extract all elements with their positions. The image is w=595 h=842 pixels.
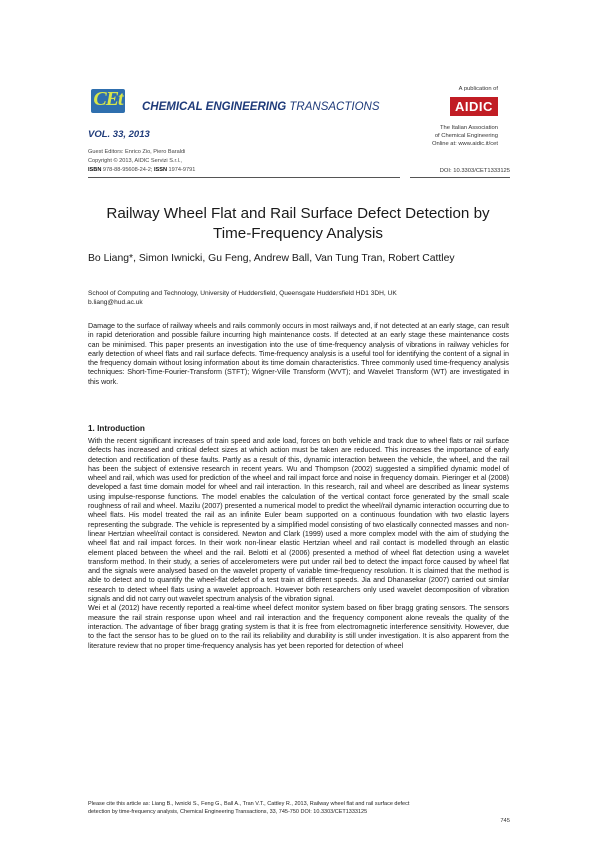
publication-of-label: A publication of	[458, 86, 498, 92]
abstract: Damage to the surface of railway wheels and rails commonly occurs in most railways and, if not detected at an early stage, can result in rapid deterioration and possible failure incurring high maintenance costs. If detected at an early stage these maintenance costs can be minimised. This paper presents an investigation into the use of time-frequency analysis of vibrations in railway vehicles for early detection of wheel flats and rail surface defects. Time-frequency analysis is a useful tool for identifying the content of a signal in the frequency domain without losing information about its time domain characteristics. Three commonly used time-frequency analysis techniques: Short-Time-Fourier-Transform (STFT); Wigner-Ville Transform (WVT); and Wavelet Transform (WT) are investigated in this work.	[88, 322, 509, 386]
isbn-issn	[88, 166, 195, 175]
section-heading: 1. Introduction	[88, 424, 145, 433]
journal-name-bold: CHEMICAL ENGINEERING	[142, 101, 287, 113]
doi-label: DOI: 10.3303/CET1333125	[439, 168, 510, 174]
publisher-info	[406, 124, 498, 148]
issn-value: 1974-9791	[167, 167, 196, 173]
journal-name	[142, 101, 380, 113]
copyright: Copyright © 2013, AIDIC Servizi S.r.l.,	[88, 158, 182, 164]
paper-title: Railway Wheel Flat and Rail Surface Defect Detection by Time-Frequency Analysis	[106, 205, 490, 242]
isbn-label: ISBN	[88, 167, 102, 173]
corresponding-email: b.liang@hud.ac.uk	[88, 299, 143, 306]
citation-footer	[88, 800, 509, 816]
issn-label: ISSN	[153, 167, 167, 173]
isbn-value: 978-88-95608-24-2;	[101, 167, 154, 173]
affiliation	[88, 289, 508, 307]
publisher-line-3: Online at: www.aidic.it/cet	[431, 141, 498, 147]
page-number: 745	[500, 818, 510, 824]
paragraph: With the recent significant increases of train speed and axle load, forces on both vehicle and track due to wheel flats or rail surface defects has increased and critical defect sizes at which action must be taken are reduced. This increases the importance of early detection and rectification of these faults. Partly as a result of this, dynamic interaction between the vehicle, the wheel, and the rail has been the subject of extensive research in recent years. Wu and Thompson (2002) suggested a simplified dynamic model of wheel and rail, which was used for prediction of the wheel and rail impact force and noise in frequency domain. Pieringer et al (2008) developed a fast time domain model for wheel and rail interaction. In this research, rail and wheel are described as linear systems using impulse-response functions. The model enables the calculation of the vertical contact force generated by the small scale roughness of rail and wheel. Mazilu (2007) presented a numerical model to predict the wheel/rail dynamic interaction occurring due to wheel flats. His model treated the rail as an infinite Euler beam supported on a continuous foundation with two elastic layers representing the subgrade. The vehicle is represented by a simplified model consisting of two elastically connected masses and non-linear Hertzian wheel/rail contact is considered. Newton and Clark (1999) used a more complex model with the aim of studying the wheel flat and rail impact forces. In their work non-linear elastic Hertzian wheel and rail contact is modelled through an elastic element placed between the wheel and the rail. Belotti et al (2006) presented a method of wheel flat detection using a wavelet transform method. In their study, a series of accelerometers were put under rail bed to detect the impact force caused by wheel flat and the signals were analysed based on the wavelet property of variable time-frequency resolution. It is claimed that the method is able to detect and to quantify the wheel-flat defect of a test train at different speeds. Jia and Dhanasekar (2007) carried out similar research to detect wheel flats using a wavelet approach. However both researchers only used wavelet decomposition of vibration signals and did not carry out wavelet spectrum analysis of the vibration signal.	[88, 437, 509, 604]
publisher-line-1: The Italian Association	[439, 125, 498, 131]
guest-editors: Guest Editors: Enrico Zio, Piero Baraldi	[88, 149, 186, 155]
affiliation-address: School of Computing and Technology, University of Huddersfield, Queensgate Huddersfield HD1 3DH, UK	[88, 290, 397, 297]
citation-line-1: Please cite this article as: Liang B., Iwnicki S., Feng G., Ball A., Tran V.T., Cattley R., 2013, Railway wheel flat and rail surface defect	[88, 801, 410, 807]
paragraph: Wei et al (2012) have recently reported a real-time wheel defect monitor system based on fiber bragg grating sensors. The sensors measure the rail strain response upon wheel and rail interaction and the frequency component alone reveals the quality of the interaction. The advantage of fiber bragg grating system is that it is free from electromagnetic interference sensitivity. However, due to the fact the sensor has to be glued on to the rail its reliability and durability is still under investigation. It is also apparent from the literature review that no proper time-frequency analysis has yet been reported for detection of wheel	[88, 604, 509, 650]
page-header	[0, 0, 595, 180]
author-list: Bo Liang*, Simon Iwnicki, Gu Feng, Andrew Ball, Van Tung Tran, Robert Cattley	[88, 253, 455, 264]
citation-line-2: detection by time-frequency analysis, Chemical Engineering Transactions, 33, 745-750 DOI: 10.3303/CET1333125	[88, 809, 368, 815]
editor-info	[88, 148, 195, 175]
publisher-line-2: of Chemical Engineering	[434, 133, 498, 139]
introduction-body	[88, 437, 509, 651]
volume-label: VOL. 33, 2013	[88, 129, 150, 140]
header-divider	[88, 177, 400, 178]
header-divider-right	[410, 177, 510, 178]
cet-logo-text: CEt	[93, 88, 123, 110]
aidic-logo: AIDIC	[450, 97, 498, 116]
journal-name-rest: TRANSACTIONS	[286, 101, 380, 113]
